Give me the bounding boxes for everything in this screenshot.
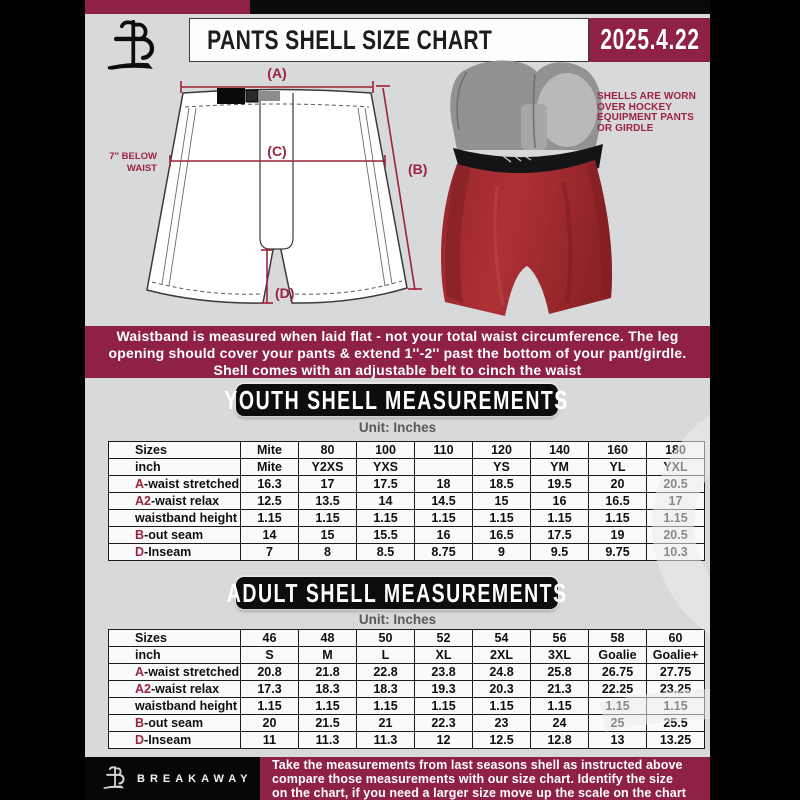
notice-line: opening should cover your pants & extend 1''-2'' past the bottom of your pant/girdle.	[108, 345, 687, 361]
row-label-prefix: A2	[135, 682, 151, 696]
row-label: A2-waist relax	[109, 493, 241, 510]
table-cell: 15.5	[357, 527, 415, 544]
table-cell: 120	[473, 442, 531, 459]
footer-note-line: compare those measurements with our size chart. Identify the size	[272, 772, 674, 787]
table-cell: 54	[473, 630, 531, 647]
table-row	[109, 527, 705, 544]
belt-buckle	[217, 88, 245, 104]
table-row	[109, 681, 705, 698]
table-cell: 23.25	[647, 681, 705, 698]
table-cell: 56	[531, 630, 589, 647]
date-text: 2025.4.22	[599, 23, 700, 56]
table-cell: M	[299, 647, 357, 664]
table-cell: 14.5	[415, 493, 473, 510]
table-cell: 20.5	[647, 527, 705, 544]
table-cell: 14	[241, 527, 299, 544]
table-cell: Goalie+	[647, 647, 705, 664]
table-cell: 17.5	[357, 476, 415, 493]
footer-note-line: Take the measurements from last seasons shell as instructed above	[272, 758, 683, 772]
row-label: B-out seam	[109, 715, 241, 732]
table-cell: 17	[299, 476, 357, 493]
table-cell: 25.5	[647, 715, 705, 732]
footer-note-line: on the chart, if you need a larger size move up the scale on the chart	[272, 786, 687, 800]
row-label: Sizes	[109, 442, 241, 459]
row-label-prefix: D	[135, 545, 145, 559]
table-cell: 2XL	[473, 647, 531, 664]
table-cell: 25	[589, 715, 647, 732]
table-cell: 180	[647, 442, 705, 459]
row-label-prefix: B	[135, 528, 145, 542]
table-cell: 22.8	[357, 664, 415, 681]
table-cell: 26.75	[589, 664, 647, 681]
table-cell: YXL	[647, 459, 705, 476]
table-cell: 17.5	[531, 527, 589, 544]
table-cell: 16.3	[241, 476, 299, 493]
table-cell: Mite	[241, 442, 299, 459]
table-cell: YXS	[357, 459, 415, 476]
table-row	[109, 630, 705, 647]
table-cell: 110	[415, 442, 473, 459]
table-cell: 15	[299, 527, 357, 544]
table-row	[109, 442, 705, 459]
table-cell: 23.8	[415, 664, 473, 681]
adult-size-table	[108, 629, 705, 749]
table-cell: 8	[299, 544, 357, 561]
table-cell: S	[241, 647, 299, 664]
table-cell: 3XL	[531, 647, 589, 664]
table-cell: YM	[531, 459, 589, 476]
table-cell: 1.15	[589, 510, 647, 527]
table-cell: 11	[241, 732, 299, 749]
below-waist-label-line1: 7'' BELOW	[109, 151, 157, 162]
table-cell: Goalie	[589, 647, 647, 664]
table-row	[109, 544, 705, 561]
diagram-label-d: (D)	[275, 285, 295, 301]
table-cell: YL	[589, 459, 647, 476]
table-row	[109, 493, 705, 510]
table-row	[109, 664, 705, 681]
table-cell: 48	[299, 630, 357, 647]
row-label-prefix: D	[135, 733, 145, 747]
table-cell: 1.15	[299, 698, 357, 715]
table-cell: 1.15	[647, 510, 705, 527]
adult-unit-label: Unit: Inches	[358, 612, 437, 627]
table-cell: 7	[241, 544, 299, 561]
table-cell: 1.15	[357, 510, 415, 527]
table-cell: 13	[589, 732, 647, 749]
table-cell: 80	[299, 442, 357, 459]
table-cell: 20	[589, 476, 647, 493]
row-label-prefix: A	[135, 665, 145, 679]
table-cell: 20.8	[241, 664, 299, 681]
breakaway-logo-icon	[101, 764, 127, 793]
table-cell: Mite	[241, 459, 299, 476]
row-label: Sizes	[109, 630, 241, 647]
table-cell: 1.15	[531, 698, 589, 715]
table-cell: 52	[415, 630, 473, 647]
photo-note-line: OVER HOCKEY	[597, 101, 673, 113]
table-row	[109, 510, 705, 527]
table-cell: L	[357, 647, 415, 664]
notice-line: Shell comes with an adjustable belt to cinch the waist	[213, 362, 582, 378]
youth-unit-label: Unit: Inches	[358, 420, 437, 435]
diagram-label-a: (A)	[267, 65, 287, 81]
table-cell: 12.8	[531, 732, 589, 749]
table-cell: 1.15	[647, 698, 705, 715]
adult-section-title: ADULT SHELL MEASUREMENTS	[226, 577, 568, 608]
table-cell: 12.5	[241, 493, 299, 510]
table-cell: 9.75	[589, 544, 647, 561]
table-cell: 21.3	[531, 681, 589, 698]
table-cell: 11.3	[299, 732, 357, 749]
table-cell: 8.75	[415, 544, 473, 561]
top-strip	[85, 0, 710, 14]
adult-section-badge	[226, 577, 568, 609]
table-cell: 15	[473, 493, 531, 510]
table-cell: 1.15	[357, 698, 415, 715]
row-label: D-Inseam	[109, 732, 241, 749]
table-row	[109, 715, 705, 732]
table-cell: 13.5	[299, 493, 357, 510]
youth-section-badge	[224, 384, 570, 416]
row-label: A-waist stretched	[109, 664, 241, 681]
table-cell: 46	[241, 630, 299, 647]
table-cell: 18.3	[299, 681, 357, 698]
youth-section-title: YOUTH SHELL MEASUREMENTS	[224, 384, 570, 415]
diagram-label-c: (C)	[267, 143, 287, 159]
table-cell: 16.5	[589, 493, 647, 510]
table-cell: 10.3	[647, 544, 705, 561]
table-cell: Y2XS	[299, 459, 357, 476]
table-cell	[415, 459, 473, 476]
table-cell: 12.5	[473, 732, 531, 749]
table-cell: 17	[647, 493, 705, 510]
table-cell: 1.15	[299, 510, 357, 527]
diagram-label-b: (B)	[408, 161, 428, 177]
row-label: waistband height	[109, 698, 241, 715]
table-cell: 24	[531, 715, 589, 732]
table-cell: 160	[589, 442, 647, 459]
youth-size-table	[108, 441, 705, 561]
row-label: B-out seam	[109, 527, 241, 544]
shorts-fly-panel	[260, 93, 293, 249]
footer-brand-name: BREAKAWAY	[137, 772, 253, 785]
table-cell: 16	[531, 493, 589, 510]
table-cell: YS	[473, 459, 531, 476]
table-cell: 9.5	[531, 544, 589, 561]
table-row	[109, 476, 705, 493]
table-cell: 14	[357, 493, 415, 510]
table-cell: 22.25	[589, 681, 647, 698]
footer-note	[260, 757, 710, 800]
row-label: A2-waist relax	[109, 681, 241, 698]
table-cell: 23	[473, 715, 531, 732]
table-cell: 11.3	[357, 732, 415, 749]
footer	[85, 757, 710, 800]
table-cell: 17.3	[241, 681, 299, 698]
page-title: PANTS SHELL SIZE CHART	[207, 24, 493, 55]
row-label-prefix: A	[135, 477, 145, 491]
table-cell: 1.15	[241, 510, 299, 527]
table-row	[109, 732, 705, 749]
table-cell: 21.5	[299, 715, 357, 732]
table-cell: 18	[415, 476, 473, 493]
table-cell: 18.3	[357, 681, 415, 698]
table-cell: 24.8	[473, 664, 531, 681]
table-cell: 50	[357, 630, 415, 647]
table-cell: 16	[415, 527, 473, 544]
table-row	[109, 647, 705, 664]
table-cell: 21.8	[299, 664, 357, 681]
table-cell: 18.5	[473, 476, 531, 493]
table-cell: 1.15	[415, 510, 473, 527]
table-cell: 9	[473, 544, 531, 561]
table-cell: 21	[357, 715, 415, 732]
table-cell: 19.5	[531, 476, 589, 493]
photo-note-line: SHELLS ARE WORN	[597, 91, 696, 102]
table-cell: 140	[531, 442, 589, 459]
table-cell: 25.8	[531, 664, 589, 681]
row-label: inch	[109, 459, 241, 476]
footer-brand-block	[85, 757, 260, 800]
row-label: inch	[109, 647, 241, 664]
table-cell: 60	[647, 630, 705, 647]
table-cell: 1.15	[473, 510, 531, 527]
page-content	[85, 0, 710, 800]
table-row	[109, 459, 705, 476]
photo-note-line: EQUIPMENT PANTS	[597, 112, 694, 123]
photo-note	[597, 92, 709, 134]
row-label: D-Inseam	[109, 544, 241, 561]
top-strip-maroon-segment	[85, 0, 250, 14]
shell-measurement-diagram	[105, 60, 455, 322]
table-cell: 20.3	[473, 681, 531, 698]
row-label: A-waist stretched	[109, 476, 241, 493]
table-cell: 8.5	[357, 544, 415, 561]
measurement-notice-banner	[85, 326, 710, 378]
table-cell: 13.25	[647, 732, 705, 749]
row-label-prefix: B	[135, 716, 145, 730]
table-cell: 19	[589, 527, 647, 544]
table-cell: 20.5	[647, 476, 705, 493]
row-label-prefix: A2	[135, 494, 151, 508]
notice-line: Waistband is measured when laid flat - not your total waist circumference. The leg	[116, 328, 679, 344]
table-cell: 1.15	[241, 698, 299, 715]
table-cell: 20	[241, 715, 299, 732]
table-cell: 12	[415, 732, 473, 749]
table-cell: 22.3	[415, 715, 473, 732]
table-cell: 19.3	[415, 681, 473, 698]
table-cell: 1.15	[473, 698, 531, 715]
table-cell: 1.15	[415, 698, 473, 715]
table-cell: 27.75	[647, 664, 705, 681]
table-row	[109, 698, 705, 715]
photo-note-line: OR GIRDLE	[597, 122, 654, 134]
row-label: waistband height	[109, 510, 241, 527]
table-cell: 1.15	[589, 698, 647, 715]
table-cell: 58	[589, 630, 647, 647]
table-cell: XL	[415, 647, 473, 664]
table-cell: 16.5	[473, 527, 531, 544]
table-cell: 1.15	[531, 510, 589, 527]
table-cell: 100	[357, 442, 415, 459]
below-waist-label-line2: WAIST	[126, 163, 157, 174]
